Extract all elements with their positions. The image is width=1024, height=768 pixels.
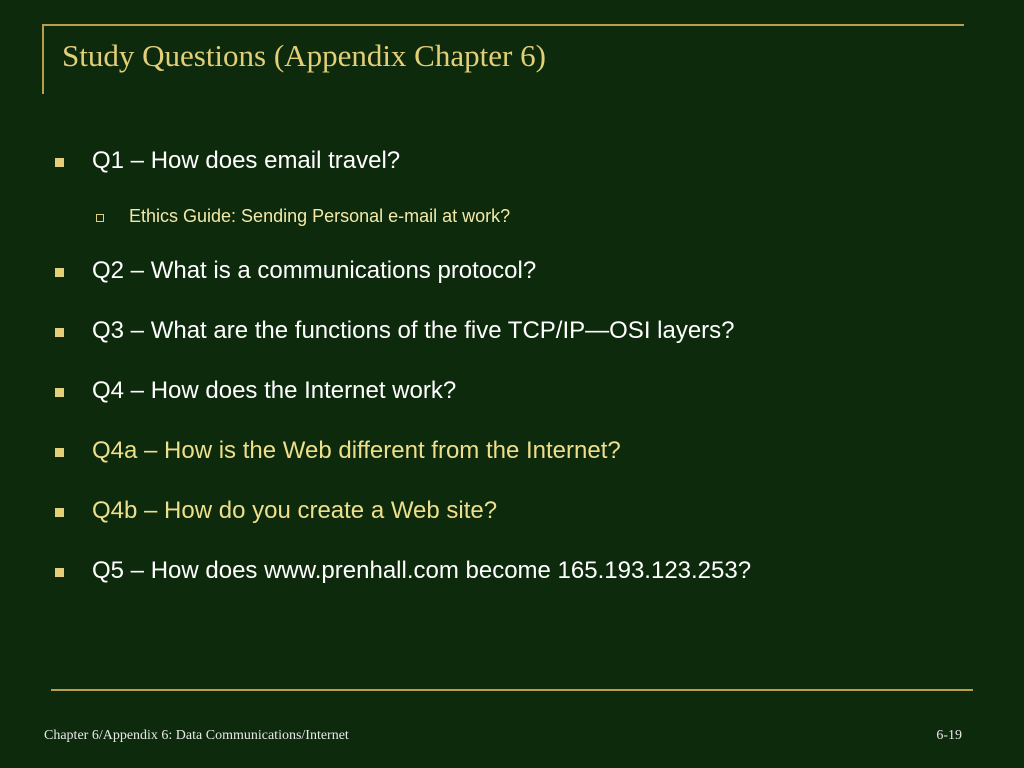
square-bullet-icon [55, 268, 64, 277]
square-bullet-icon [55, 158, 64, 167]
list-item-text: Q3 – What are the functions of the five TCP/IP—OSI layers? [92, 317, 735, 344]
sub-item-text: Ethics Guide: Sending Personal e-mail at work? [129, 206, 511, 226]
square-bullet-icon [55, 448, 64, 457]
list-item-text: Q4 – How does the Internet work? [92, 377, 457, 404]
square-bullet-icon [55, 328, 64, 337]
footer-rule [51, 689, 973, 691]
list-item-text: Q4a – How is the Web different from the Internet? [92, 437, 621, 464]
list-item-text: Q1 – How does email travel? [92, 147, 401, 174]
hollow-square-bullet-icon [96, 214, 104, 222]
list-item-text: Q4b – How do you create a Web site? [92, 497, 498, 524]
footer-chapter-label: Chapter 6/Appendix 6: Data Communications/Internet [44, 728, 349, 743]
list-item-text: Q5 – How does www.prenhall.com become 165.193.123.253? [92, 557, 752, 584]
slide-number: 6-19 [936, 728, 962, 743]
title-frame-top-rule [42, 24, 964, 26]
square-bullet-icon [55, 388, 64, 397]
slide-title: Study Questions (Appendix Chapter 6) [62, 38, 546, 73]
square-bullet-icon [55, 508, 64, 517]
title-frame-left-rule [42, 24, 44, 94]
list-item-text: Q2 – What is a communications protocol? [92, 257, 537, 284]
square-bullet-icon [55, 568, 64, 577]
